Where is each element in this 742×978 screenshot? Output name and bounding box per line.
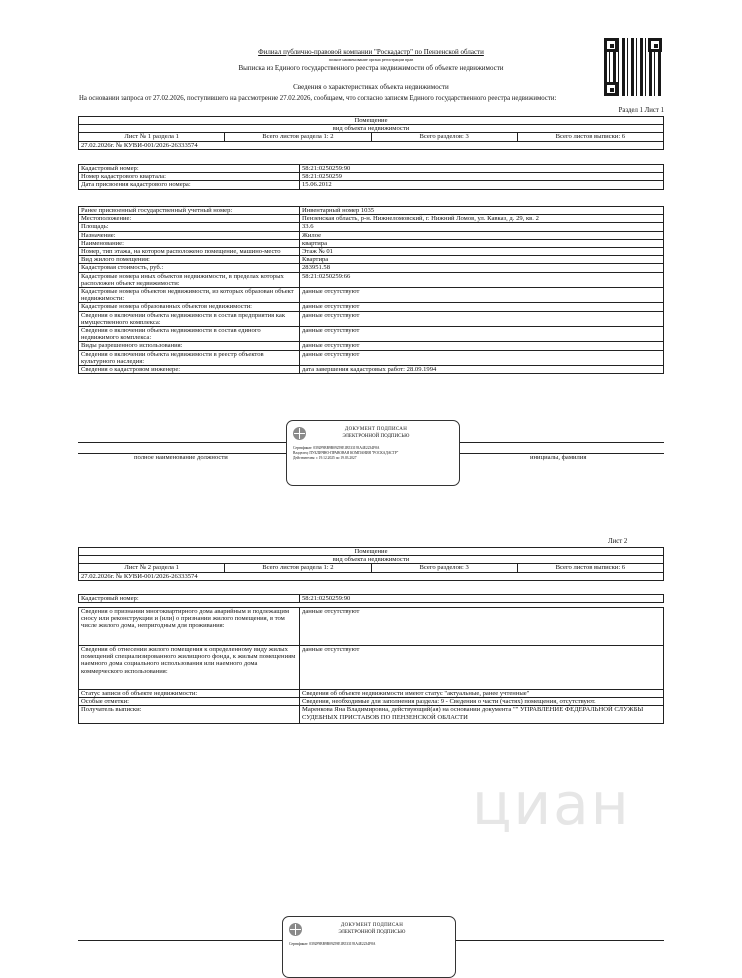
table-row xyxy=(79,272,664,287)
row-value: данные отсутствуют xyxy=(300,350,664,365)
table-row xyxy=(79,706,664,724)
row-value: квартира xyxy=(300,239,664,247)
table-row xyxy=(79,256,664,264)
row-label: Наименование: xyxy=(79,239,300,247)
row-value: Квартира xyxy=(300,256,664,264)
doc-ref: 27.02.2026г. № КУВИ-001/2026-26333574 xyxy=(79,572,664,580)
row-label: Площадь: xyxy=(79,223,300,231)
sig-name-caption: инициалы, фамилия xyxy=(530,454,587,461)
stamp-cert: Сертификат: 0392F9BB9B09259E1B533193A4E2234F8A xyxy=(293,446,380,450)
row-label: Сведения о включении объекта недвижимости в реестр объектов культурного наследия: xyxy=(79,350,300,365)
table-row xyxy=(79,366,664,374)
meta-sections: Всего разделов: 3 xyxy=(371,133,517,141)
stamp-line2: ЭЛЕКТРОННОЙ ПОДПИСЬЮ xyxy=(338,930,406,935)
stamp-details xyxy=(293,446,458,461)
org-subtitle: полное наименование органа регистрации прав xyxy=(328,57,414,62)
meta-total-sheets: Всего листов выписки: 6 xyxy=(517,564,663,572)
row-value: 283951.58 xyxy=(300,264,664,272)
meta-sections: Всего разделов: 3 xyxy=(371,564,517,572)
stamp-details xyxy=(289,942,454,947)
row-value: 33.6 xyxy=(300,223,664,231)
table-row xyxy=(79,303,664,311)
row-value: данные отсутствуют xyxy=(300,288,664,303)
table-row xyxy=(79,327,664,342)
doc-title: Выписка из Единого государственного реестра недвижимости об объекте недвижимости xyxy=(238,64,504,72)
row-value: Сведения, необходимые для заполнения раздела: 9 - Сведения о части (частях) помещения, отсутствуют. xyxy=(300,698,664,706)
row-value: Этаж № 01 xyxy=(300,248,664,256)
table-row xyxy=(79,646,664,690)
table-row xyxy=(79,342,664,350)
table-row xyxy=(79,231,664,239)
table-row xyxy=(79,608,664,646)
row-value: данные отсутствуют xyxy=(300,327,664,342)
table-row xyxy=(79,248,664,256)
section-title: Сведения о характеристиках объекта недвижимости xyxy=(293,83,449,91)
sheet2-label: Лист 2 xyxy=(608,538,628,545)
stamp-line1: ДОКУМЕНТ ПОДПИСАН xyxy=(340,923,404,928)
table-row xyxy=(79,239,664,247)
row-value: Инвентарный номер 1035 xyxy=(300,207,664,215)
row-label: Кадастровый номер: xyxy=(79,595,300,603)
table-row xyxy=(79,311,664,326)
row-value: 58:21:0250259:90 xyxy=(300,595,664,603)
table-row xyxy=(79,350,664,365)
stamp-line2: ЭЛЕКТРОННОЙ ПОДПИСЬЮ xyxy=(342,434,410,439)
section-sheet: Раздел 1 Лист 1 xyxy=(618,107,664,114)
row-label: Получатель выписки: xyxy=(79,706,300,724)
table-row xyxy=(79,698,664,706)
row-label: Виды разрешенного использования: xyxy=(79,342,300,350)
row-value: 58:21:0250259 xyxy=(300,173,664,181)
row-value: 58:21:0250259:66 xyxy=(300,272,664,287)
row-label: Сведения об отнесении жилого помещения к определенному виду жилых помещений специализированного жилищного фонда, к жилым помещениям наемного дома социального использования или наемного дома коммерческого использования: xyxy=(79,646,300,690)
row-label: Местоположение: xyxy=(79,215,300,223)
row-label: Сведения о включении объекта недвижимости в состав предприятия как имущественного комплекса: xyxy=(79,311,300,326)
meta-section-sheets: Всего листов раздела 1: 2 xyxy=(225,564,371,572)
row-value: 58:21:0250259:90 xyxy=(300,165,664,173)
table-row xyxy=(79,223,664,231)
e-signature-stamp xyxy=(286,420,460,486)
table-row xyxy=(79,173,664,181)
org-title: Филиал публично-правовой компании "Роскадастр" по Пензенской области xyxy=(258,48,484,56)
row-value: Маренкова Яна Владимировна, действующий(ая) на основании документа "" УПРАВЛЕНИЕ ФЕДЕРАЛЬНОЙ СЛУЖБЫ СУДЕБНЫХ ПРИСТАВОВ ПО ПЕНЗЕНСКОЙ ОБЛАСТИ xyxy=(300,706,664,724)
sheet1-header-table xyxy=(78,116,664,150)
row-value: данные отсутствуют xyxy=(300,311,664,326)
table-row xyxy=(79,288,664,303)
row-value: данные отсутствуют xyxy=(300,608,664,646)
row-label: Вид жилого помещения: xyxy=(79,256,300,264)
row-label: Назначение: xyxy=(79,231,300,239)
emblem-icon xyxy=(289,923,302,936)
table-row xyxy=(79,165,664,173)
row-label: Ранее присвоенный государственный учетный номер: xyxy=(79,207,300,215)
stamp-valid: Действителен: с 19.12.2025 по 19.03.2027 xyxy=(293,456,357,460)
row-value: данные отсутствуют xyxy=(300,303,664,311)
row-label: Сведения о признании многоквартирного дома аварийным и подлежащим сносу или реконструкции и (или) о признании жилого помещения, в том числе жилого дома, непригодным для проживания: xyxy=(79,608,300,646)
row-label: Кадастровый номер: xyxy=(79,165,300,173)
row-label: Дата присвоения кадастрового номера: xyxy=(79,181,300,189)
row-label: Сведения о кадастровом инженере: xyxy=(79,366,300,374)
row-value: дата завершения кадастровых работ: 28.09.1994 xyxy=(300,366,664,374)
table-row xyxy=(79,595,664,603)
sheet2-main-table xyxy=(78,607,664,724)
sheet1-main-table xyxy=(78,206,664,374)
row-value: данные отсутствуют xyxy=(300,646,664,690)
sheet1-top-table xyxy=(78,164,664,190)
row-value: Пензенская область, р-н. Нижнеломовский, г. Нижний Ломов, ул. Кавказ, д. 29, кв. 2 xyxy=(300,215,664,223)
stamp-line1: ДОКУМЕНТ ПОДПИСАН xyxy=(344,427,408,432)
basis-text: На основании запроса от 27.02.2026, поступившего на рассмотрение 27.02.2026, сообщаем, что согласно записям Единого государственного реестра недвижимости: xyxy=(79,95,557,102)
object-type: Помещение xyxy=(79,117,664,125)
row-label: Номер, тип этажа, на котором расположено помещение, машино-место xyxy=(79,248,300,256)
doc-ref: 27.02.2026г. № КУВИ-001/2026-26333574 xyxy=(79,141,664,149)
meta-section-sheets: Всего листов раздела 1: 2 xyxy=(225,133,371,141)
sheet2-header-table xyxy=(78,547,664,581)
object-type: Помещение xyxy=(79,548,664,556)
row-label: Кадастровые номера объектов недвижимости, из которых образован объект недвижимости: xyxy=(79,288,300,303)
row-value: Сведения об объекте недвижимости имеют статус "актуальные, ранее учтенные" xyxy=(300,690,664,698)
row-label: Сведения о включении объекта недвижимости в состав единого недвижимого комплекса: xyxy=(79,327,300,342)
stamp-owner: Владелец: ПУБЛИЧНО-ПРАВОВАЯ КОМПАНИЯ "РОСКАДАСТР" xyxy=(293,451,399,455)
emblem-icon xyxy=(293,427,306,440)
stamp-cert: Сертификат: 0392F9BB9B09259E1B533193A4E2234F8A xyxy=(289,942,376,946)
row-label: Кадастровые номера образованных объектов недвижимости: xyxy=(79,303,300,311)
table-row xyxy=(79,215,664,223)
row-label: Кадастровые номера иных объектов недвижимости, в пределах которых расположен объект недвижимости: xyxy=(79,272,300,287)
object-type-caption: вид объекта недвижимости xyxy=(79,556,664,564)
table-row xyxy=(79,207,664,215)
watermark-logo: циан xyxy=(472,770,631,838)
sig-position-caption: полное наименование должности xyxy=(134,454,228,461)
row-label: Статус записи об объекте недвижимости: xyxy=(79,690,300,698)
meta-sheet-no: Лист № 1 раздела 1 xyxy=(79,133,225,141)
e-signature-stamp xyxy=(282,916,456,978)
object-type-caption: вид объекта недвижимости xyxy=(79,125,664,133)
meta-total-sheets: Всего листов выписки: 6 xyxy=(517,133,663,141)
row-label: Кадастровая стоимость, руб.: xyxy=(79,264,300,272)
row-value: Жилое xyxy=(300,231,664,239)
table-row xyxy=(79,181,664,189)
table-row xyxy=(79,264,664,272)
row-label: Номер кадастрового квартала: xyxy=(79,173,300,181)
sheet2-cad-table xyxy=(78,594,664,603)
row-label: Особые отметки: xyxy=(79,698,300,706)
row-value: 15.06.2012 xyxy=(300,181,664,189)
meta-sheet-no: Лист № 2 раздела 1 xyxy=(79,564,225,572)
row-value: данные отсутствуют xyxy=(300,342,664,350)
table-row xyxy=(79,690,664,698)
